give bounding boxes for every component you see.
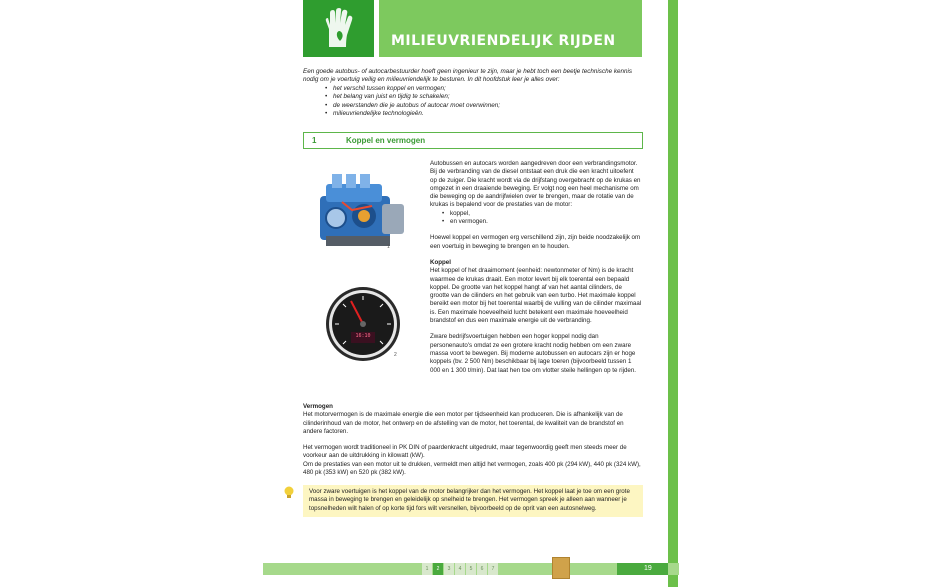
vermogen-section bbox=[303, 403, 643, 477]
list-item: • de weerstanden die je autobus of autocar moet overwinnen; bbox=[303, 102, 643, 110]
body-paragraph: Om de prestaties van een motor uit te drukken, vermeldt men altijd het vermogen, zoals 400 pk (294 kW), 440 pk (324 kW), 480 pk (353 kW) en 520 pk (382 kW). bbox=[303, 460, 641, 477]
lightbulb-icon bbox=[283, 486, 295, 500]
right-edge-bar bbox=[668, 0, 678, 587]
body-paragraph: Hoewel koppel en vermogen erg verschillend zijn, zijn beide noodzakelijk om een voertuig in beweging te brengen en te houden. bbox=[430, 234, 641, 250]
chapter-tab[interactable]: 5 bbox=[466, 563, 476, 575]
subheading-koppel: Koppel bbox=[430, 258, 451, 266]
chapter-tab[interactable]: 7 bbox=[488, 563, 498, 575]
chapter-tab[interactable]: 4 bbox=[455, 563, 465, 575]
figure-number: 1 bbox=[387, 244, 390, 250]
intro-list bbox=[303, 85, 643, 119]
list-item: • milieuvriendelijke technologieën. bbox=[303, 110, 643, 118]
section-number: 1 bbox=[312, 136, 317, 145]
chapter-tab-active[interactable]: 2 bbox=[433, 563, 443, 575]
subheading-vermogen: Vermogen bbox=[303, 403, 333, 410]
chapter-tabs bbox=[422, 563, 498, 575]
engine-illustration bbox=[312, 166, 412, 258]
footer-page-block bbox=[617, 563, 668, 575]
intro-text: Een goede autobus- of autocarbestuurder hoeft geen ingenieur te zijn, maar je hebt toch een beetje technische kennis nodig om je voertuig veilig en milieuvriendelijk te besturen. In dit hoofdstuk leer je alles over: bbox=[303, 68, 633, 84]
body-paragraph: Het motorvermogen is de maximale energie die een motor per tijdseenheid kan produceren. Die is afhankelijk van de cilinderinhoud van de motor, het ontwerp en de afstelling van de motor, het toerental, de kwaliteit van de brandstof en andere factoren. bbox=[303, 411, 624, 435]
gauge-display: 16:10 bbox=[355, 333, 371, 339]
body-paragraph: Autobussen en autocars worden aangedreven door een verbrandingsmotor. Bij de verbranding van de diesel ontstaat een druk die een kracht uitoefent op de zuiger. Die kracht wordt via de drijfstang overgebracht op de krukas en omgezet in een draaiende beweging. Er volgt nog een heel mechanisme om die beweging op de aandrijfwielen over te brengen, maar de rotatie van de krukas is bepalend voor de prestaties van de motor: bbox=[430, 160, 641, 209]
chapter-tab[interactable]: 6 bbox=[477, 563, 487, 575]
figure-number: 2 bbox=[394, 352, 397, 358]
chapter-tab[interactable]: 3 bbox=[444, 563, 454, 575]
section-title: Koppel en vermogen bbox=[346, 136, 426, 145]
tachometer-illustration bbox=[325, 286, 401, 362]
tip-box bbox=[303, 485, 643, 517]
gloved-hand-icon bbox=[303, 0, 374, 57]
bookmark-badge bbox=[552, 557, 570, 579]
body-column bbox=[430, 160, 642, 375]
list-item: • en vermogen. bbox=[430, 218, 642, 226]
list-item: • het verschil tussen koppel en vermogen; bbox=[303, 85, 643, 93]
body-paragraph: Het koppel of het draaimoment (eenheid: newtonmeter of Nm) is de kracht waarmee de krukas draait. Een motor levert bij elk toerental een bepaald koppel. De grootte van het koppel hangt af van het aantal cilinders, de grootte van de cilinders en het gebruik van een turbo. Het maximale koppel bereikt een motor bij het toerental waarbij de vulling van de cilinder maximaal is. Een maximale hoeveelheid lucht betekent een maximale hoeveelheid brandstof en dus een maximale energie uit de verbranding. bbox=[430, 267, 642, 325]
tip-text: Voor zware voertuigen is het koppel van de motor belangrijker dan het vermogen. Het koppel laat je toe om een grote massa in beweging te brengen en geleidelijk op snelheid te brengen. Het vermogen spreek je alleen aan wanneer je topsnelheden wilt halen of op korte tijd fors wilt versnellen, bijvoorbeeld op de oprit van een autosnelweg. bbox=[309, 488, 630, 512]
list-item: • koppel, bbox=[430, 210, 642, 218]
list-item: • het belang van juist en tijdig te schakelen; bbox=[303, 93, 643, 101]
chapter-intro bbox=[303, 68, 643, 118]
body-paragraph: Het vermogen wordt traditioneel in PK DIN of paardenkracht uitgedrukt, maar tegenwoordig geeft men steeds meer de voorkeur aan de uitdrukking in kilowatt (kW). bbox=[303, 444, 627, 460]
chapter-title: MILIEUVRIENDELIJK RIJDEN bbox=[391, 33, 616, 49]
chapter-tab[interactable]: 1 bbox=[422, 563, 432, 575]
body-paragraph: Zware bedrijfsvoertuigen hebben een hoger koppel nodig dan personenauto's omdat ze een grotere kracht nodig hebben om een zware massa voort te bewegen. Bij moderne autobussen en autocars zijn er hoge koppels (bv. 2 500 Nm) beschikbaar bij lage toeren (bijvoorbeeld tussen 1 000 en 1 300 t/min). Dat laat hen toe om vlotter steile hellingen op te rijden. bbox=[430, 333, 637, 374]
body-list bbox=[430, 210, 642, 227]
page-number: 19 bbox=[644, 565, 652, 572]
section-heading bbox=[303, 132, 643, 149]
